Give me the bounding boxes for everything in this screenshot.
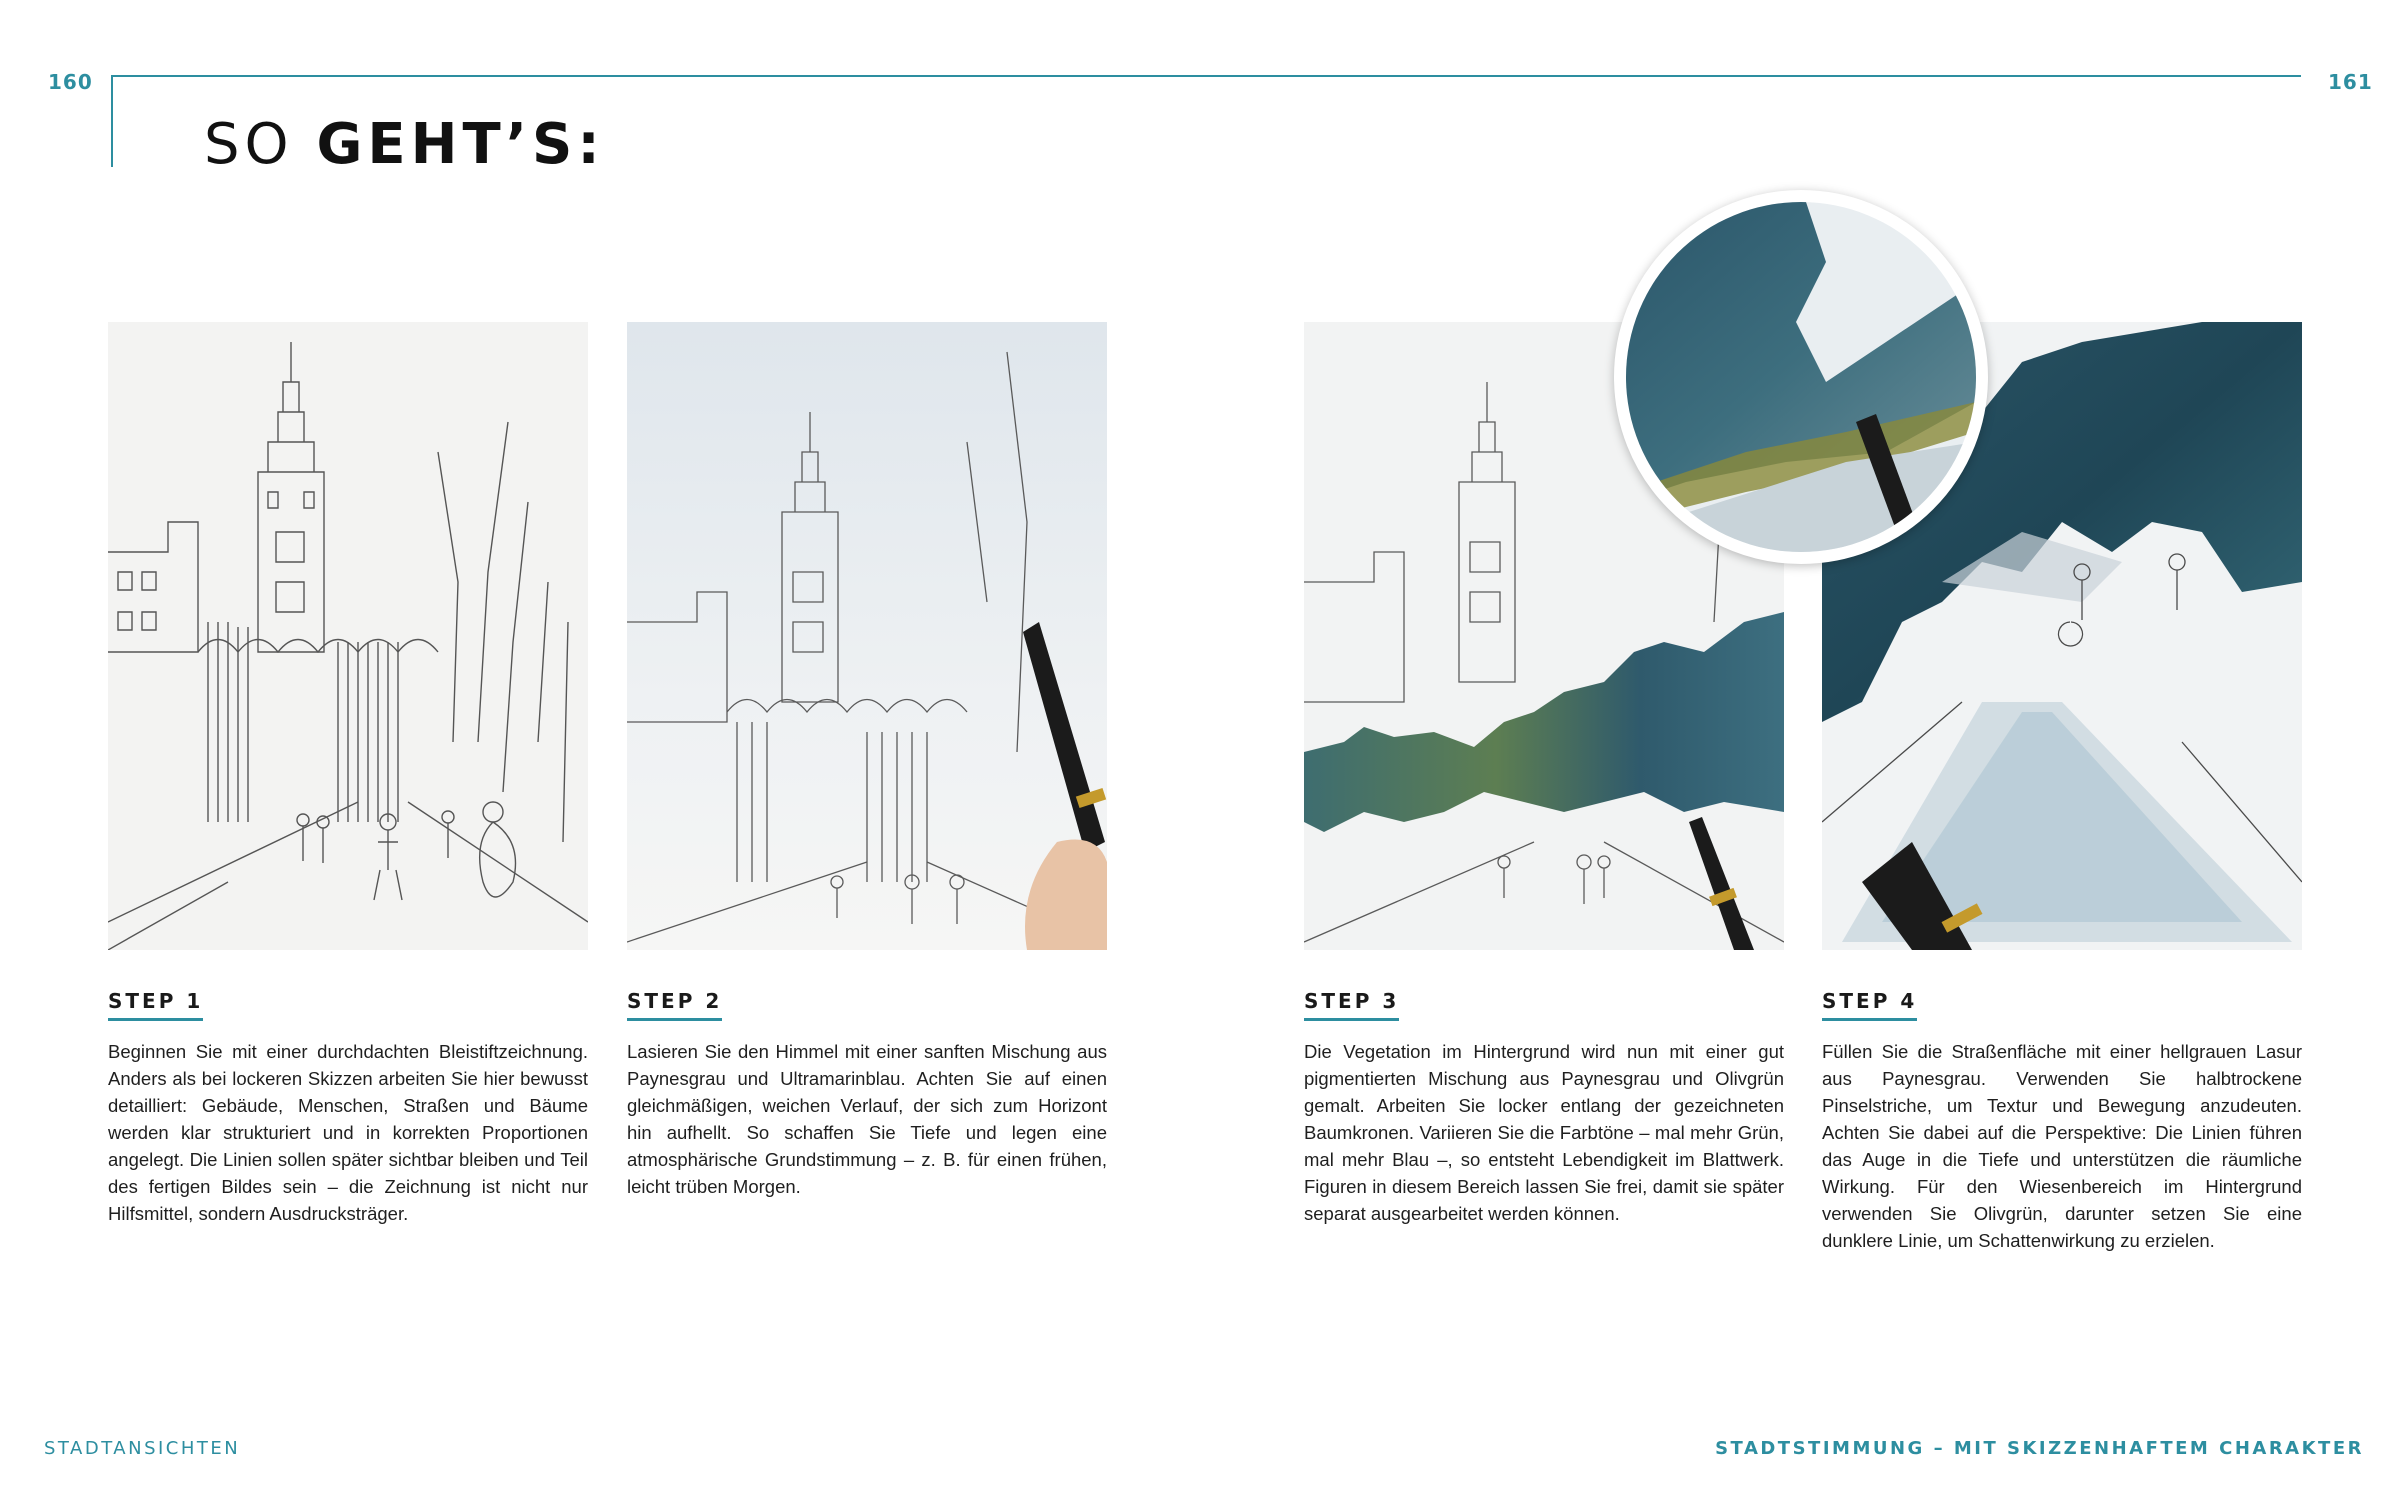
step-3-heading: STEP 3: [1304, 989, 1399, 1021]
step-3-text: Die Vegetation im Hintergrund wird nun mit einer gut pigmentierten Mischung aus Paynesgrau und Olivgrün gemalt. Arbeiten Sie locker entlang der gezeichneten Baumkronen. Variieren Sie die Farbtöne – mal mehr Grün, mal mehr Blau –, so entsteht Lebendigkeit im Blattwerk. Figuren in diesem Bereich lassen Sie frei, damit sie später separat ausgearbeitet werden können.: [1304, 1041, 1784, 1224]
detail-inset-image: [1614, 190, 1988, 564]
footer-left: STADTANSICHTEN: [44, 1438, 241, 1459]
title-bold: GEHT’S:: [316, 112, 605, 177]
header-rule-vertical: [111, 75, 113, 167]
step-1-heading: STEP 1: [108, 989, 203, 1021]
step-4-heading: STEP 4: [1822, 989, 1917, 1021]
page-title: [204, 112, 605, 177]
page-number-left: 160: [48, 70, 93, 94]
step-1-text: Beginnen Sie mit einer durchdachten Bleistiftzeichnung. Anders als bei lockeren Skizzen arbeiten Sie hier bewusst detailliert: Gebäude, Menschen, Straßen und Bäume werden klar strukturiert und in korrekten Proportionen angelegt. Die Linien sollen später sichtbar bleiben und Teil des fertigen Bildes sein – die Zeichnung ist nicht nur Hilfsmittel, sondern Ausdrucksträger.: [108, 1041, 588, 1224]
footer-right: STADTSTIMMUNG – MIT SKIZZENHAFTEM CHARAKTER: [1715, 1438, 2364, 1459]
header-rule: [111, 75, 2301, 77]
step-1-image: [108, 322, 588, 950]
step-2-text: Lasieren Sie den Himmel mit einer sanften Mischung aus Paynesgrau und Ultramarinblau. Achten Sie auf einen gleichmäßigen, weichen Verlauf, der sich zum Horizont hin aufhellt. So schaffen Sie Tiefe und legen eine atmosphärische Grundstimmung – z. B. für einen frühen, leicht trüben Morgen.: [627, 1041, 1107, 1197]
step-2-image: [627, 322, 1107, 950]
step-2-heading: STEP 2: [627, 989, 722, 1021]
page-number-right: 161: [2328, 70, 2373, 94]
title-light: SO: [204, 112, 317, 177]
step-4-text: Füllen Sie die Straßenfläche mit einer hellgrauen Lasur aus Paynesgrau. Verwenden Sie halbtrockene Pinselstriche, um Textur und Bewegung anzudeuten. Achten Sie dabei auf die Perspektive: Die Linien führen das Auge in die Tiefe und unterstützen die räumliche Wirkung. Für den Wiesenbereich im Hintergrund verwenden Sie Olivgrün, darunter setzen Sie eine dunklere Linie, um Schattenwirkung zu erzielen.: [1822, 1041, 2302, 1251]
